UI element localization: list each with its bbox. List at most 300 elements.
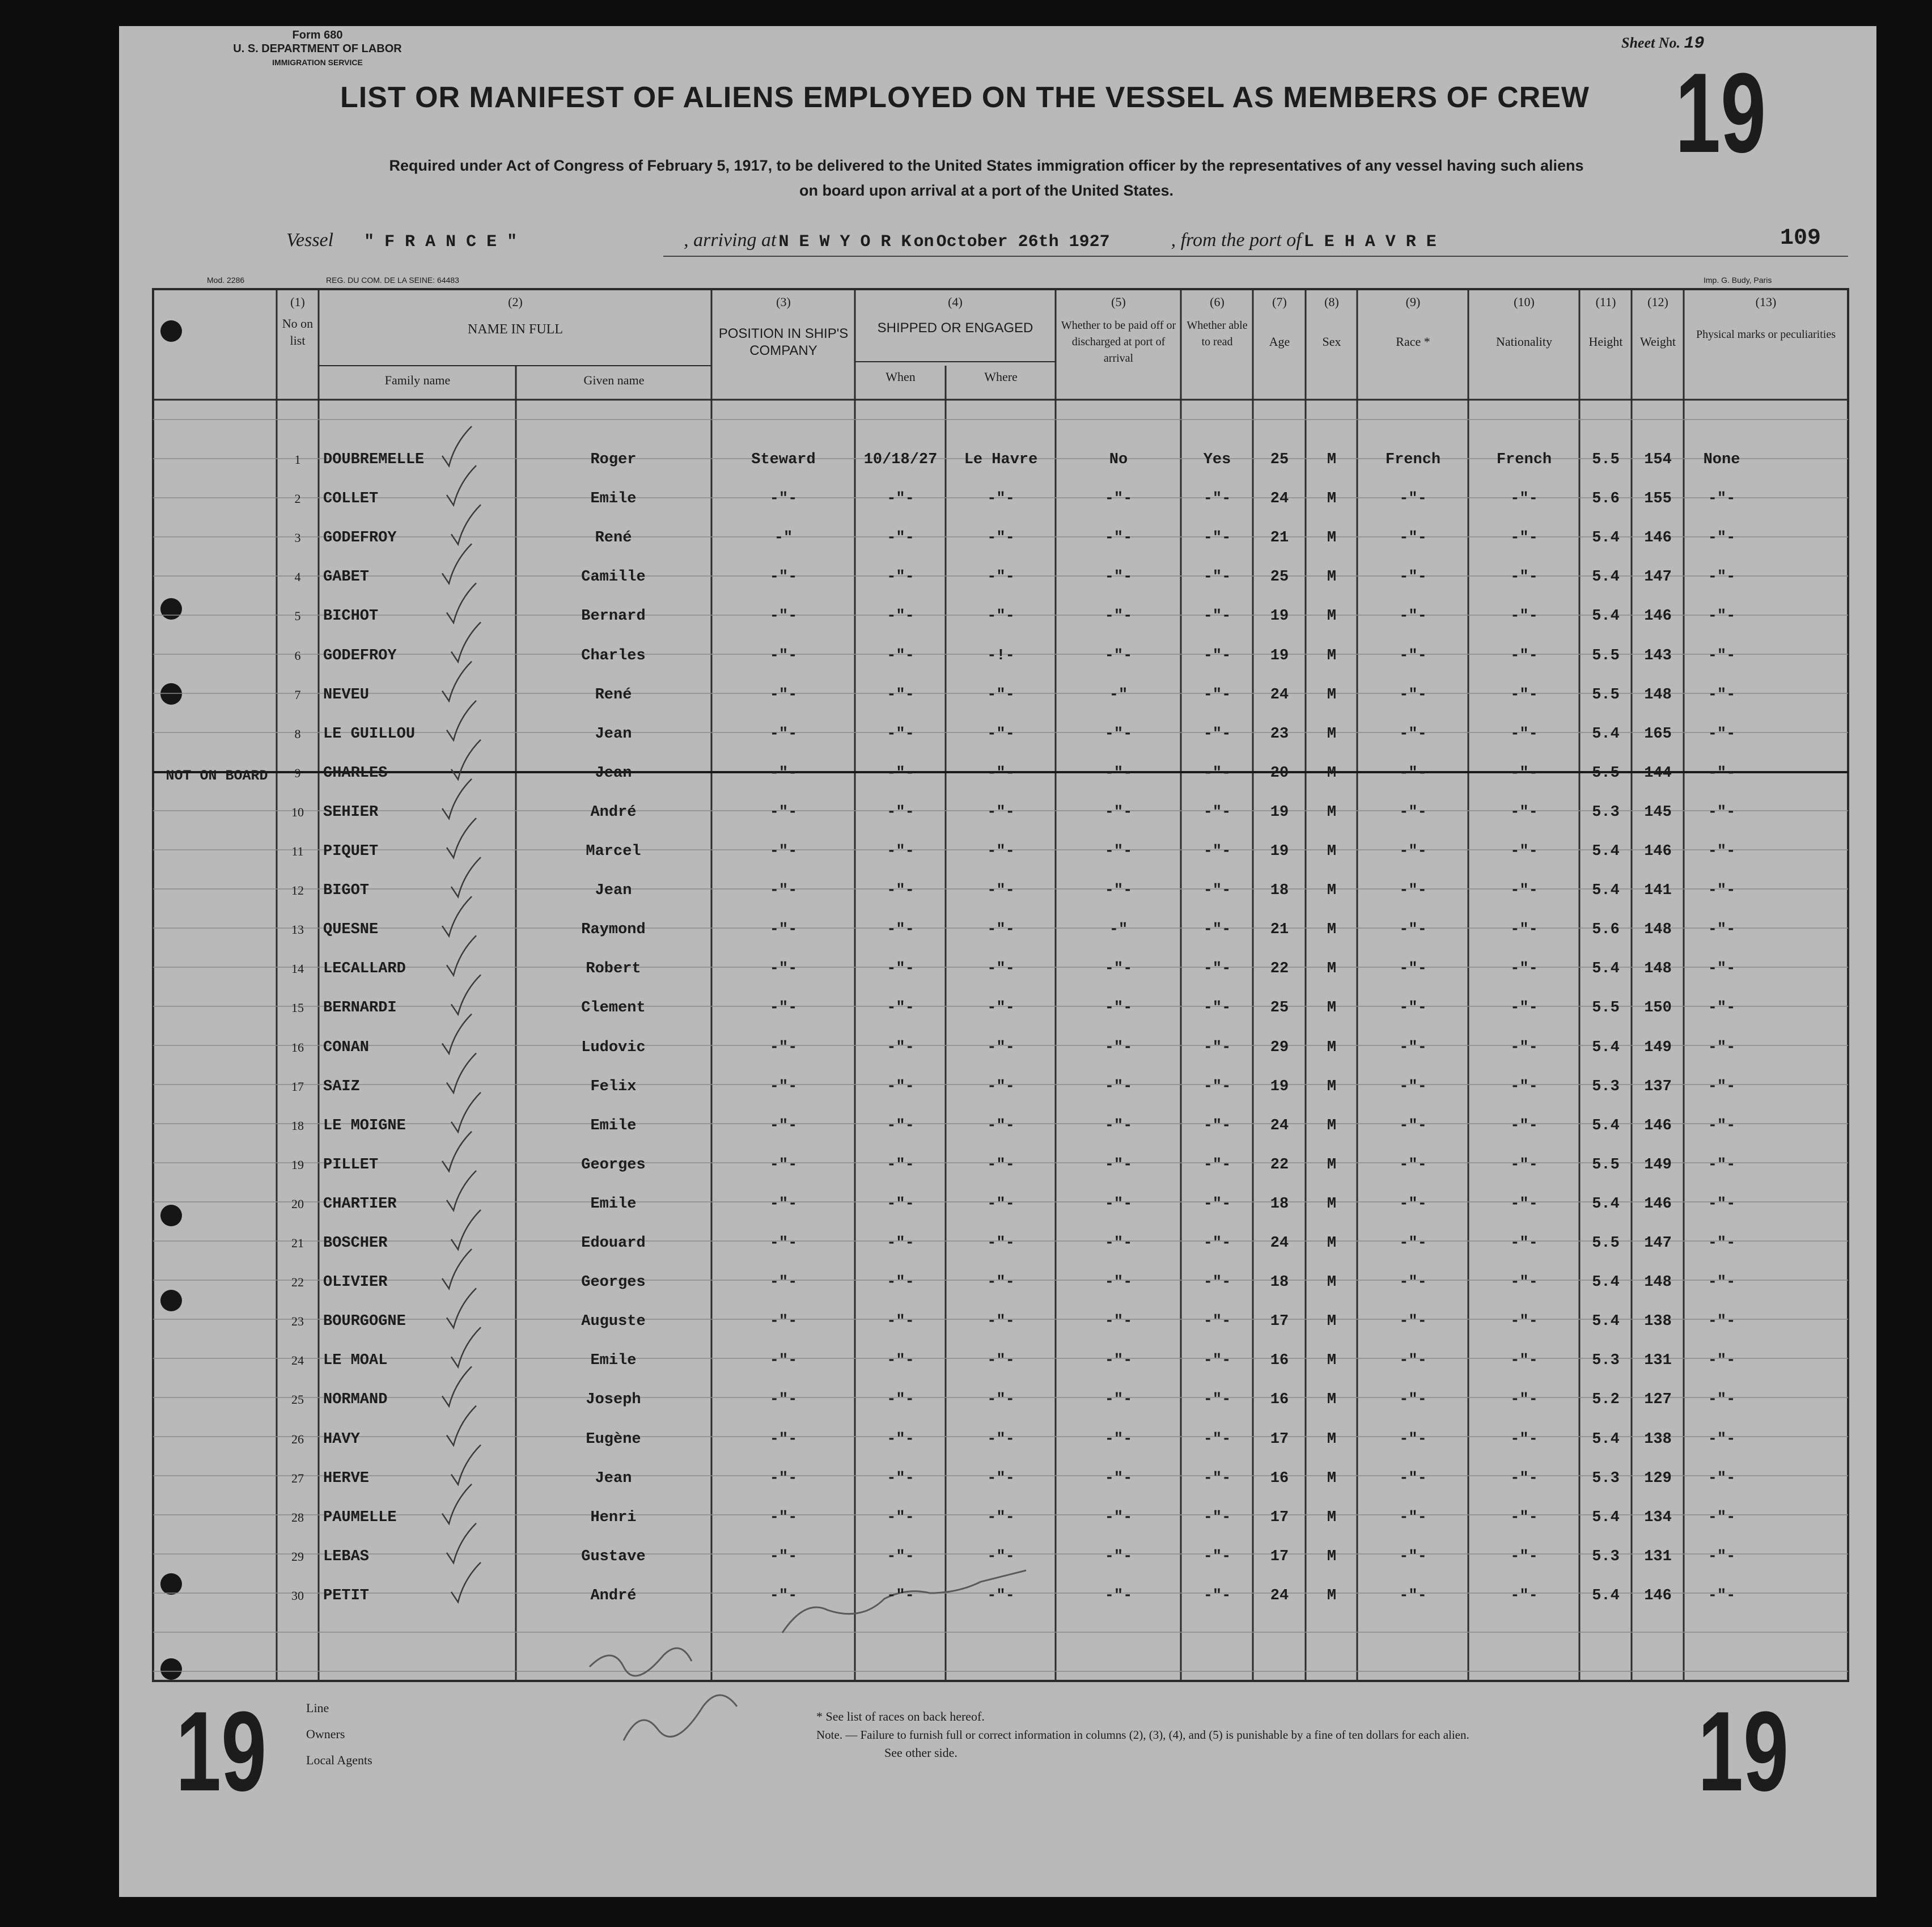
cell-when: -"- bbox=[887, 1235, 914, 1252]
cell-when: -"- bbox=[887, 921, 914, 939]
cell-read: -"- bbox=[1203, 1587, 1231, 1604]
cell-paid: -"- bbox=[1104, 1000, 1133, 1017]
cell-paid: -"- bbox=[1104, 1509, 1133, 1526]
cell-family: LEBAS bbox=[323, 1548, 370, 1565]
cell-read: -"- bbox=[1203, 1509, 1231, 1526]
cell-height: 5.5 bbox=[1592, 764, 1620, 782]
cell-paid: -"- bbox=[1104, 843, 1133, 860]
cell-when: -"- bbox=[887, 882, 914, 900]
col-8-header bbox=[1307, 295, 1357, 349]
cell-race: -"- bbox=[1399, 490, 1427, 508]
cell-race: French bbox=[1385, 451, 1441, 468]
col-11-header bbox=[1581, 295, 1631, 349]
cell-age: 24 bbox=[1270, 686, 1289, 704]
cell-family: BOURGOGNE bbox=[323, 1313, 406, 1331]
cell-marks: -"- bbox=[1708, 647, 1736, 664]
form-number: Form 680 bbox=[292, 29, 343, 41]
col-7-header bbox=[1254, 295, 1305, 349]
cell-race: -"- bbox=[1399, 1391, 1427, 1409]
cell-nat: -"- bbox=[1510, 1313, 1538, 1331]
cell-where: -"- bbox=[987, 1391, 1015, 1409]
cell-race: -"- bbox=[1399, 764, 1427, 782]
cell-family: GODEFROY bbox=[323, 530, 397, 547]
on-label: on bbox=[913, 232, 934, 252]
model-number: Mod. 2286 bbox=[207, 276, 245, 285]
vessel-label: Vessel bbox=[286, 230, 334, 251]
cell-nat: -"- bbox=[1510, 1117, 1538, 1134]
cell-position: -"- bbox=[769, 1156, 798, 1174]
cell-sex: M bbox=[1327, 803, 1337, 821]
cell-read: -"- bbox=[1203, 960, 1231, 978]
cell-nat: -"- bbox=[1510, 490, 1538, 508]
cell-read: -"- bbox=[1203, 725, 1231, 743]
cell-sex: M bbox=[1327, 1391, 1337, 1409]
cell-read: -"- bbox=[1203, 1000, 1231, 1017]
cell-weight: 147 bbox=[1644, 1235, 1672, 1252]
cell-position: -"- bbox=[769, 1235, 798, 1252]
cell-weight: 145 bbox=[1644, 803, 1672, 821]
cell-family: LE GUILLOU bbox=[323, 725, 416, 743]
cell-paid: -"- bbox=[1104, 1352, 1133, 1370]
cell-read: -"- bbox=[1203, 1274, 1231, 1291]
see-other-side-note: See other side. bbox=[884, 1746, 957, 1760]
col-10-header bbox=[1469, 295, 1579, 349]
cell-paid: -"- bbox=[1104, 1235, 1133, 1252]
cell-marks: -"- bbox=[1708, 1039, 1736, 1056]
cell-age: 24 bbox=[1270, 1587, 1289, 1604]
cell-marks: -"- bbox=[1708, 921, 1736, 939]
cell-marks: -"- bbox=[1708, 1391, 1736, 1409]
cell-race: -"- bbox=[1399, 1039, 1427, 1056]
cell-race: -"- bbox=[1399, 686, 1427, 704]
cell-paid: -"- bbox=[1104, 530, 1133, 547]
cell-height: 5.4 bbox=[1592, 530, 1620, 547]
cell-read: -"- bbox=[1203, 1391, 1231, 1409]
footer-number-right: 19 bbox=[1698, 1688, 1789, 1815]
cell-height: 5.5 bbox=[1592, 1156, 1620, 1174]
cell-given: Robert bbox=[586, 960, 641, 978]
cell-where: -"- bbox=[987, 1156, 1015, 1174]
cell-marks: -"- bbox=[1708, 1000, 1736, 1017]
cell-height: 5.6 bbox=[1592, 490, 1620, 508]
cell-given: Charles bbox=[581, 647, 646, 664]
cell-sex: M bbox=[1327, 1469, 1337, 1487]
cell-height: 5.3 bbox=[1592, 1469, 1620, 1487]
cell-weight: 150 bbox=[1644, 1000, 1672, 1017]
cell-marks: -"- bbox=[1708, 725, 1736, 743]
cell-sex: M bbox=[1327, 1156, 1337, 1174]
col-10-number: (10) bbox=[1514, 295, 1535, 309]
cell-race: -"- bbox=[1399, 647, 1427, 664]
cell-nat: -"- bbox=[1510, 725, 1538, 743]
cell-paid: No bbox=[1109, 451, 1128, 468]
row-number: 13 bbox=[291, 922, 304, 937]
col-12-header bbox=[1633, 295, 1683, 349]
cell-paid: -"- bbox=[1104, 1469, 1133, 1487]
cell-marks: -"- bbox=[1708, 569, 1736, 586]
cell-paid: -"- bbox=[1104, 1156, 1133, 1174]
row-number: 1 bbox=[294, 452, 301, 467]
col-2b-header: Given name bbox=[583, 373, 645, 387]
cell-family: CHARLES bbox=[323, 764, 388, 782]
col-1-number: (1) bbox=[290, 295, 305, 309]
cell-sex: M bbox=[1327, 530, 1337, 547]
cell-weight: 147 bbox=[1644, 569, 1672, 586]
cell-age: 18 bbox=[1270, 1195, 1289, 1213]
cell-race: -"- bbox=[1399, 1430, 1427, 1448]
cell-paid: -" bbox=[1109, 686, 1128, 704]
cell-family: CHARTIER bbox=[323, 1195, 397, 1213]
cell-race: -"- bbox=[1399, 960, 1427, 978]
cell-nat: -"- bbox=[1510, 1430, 1538, 1448]
cell-read: -"- bbox=[1203, 1117, 1231, 1134]
col-6-header bbox=[1182, 295, 1252, 350]
cell-where: -"- bbox=[987, 843, 1015, 860]
cell-given: Henri bbox=[590, 1509, 637, 1526]
cell-age: 16 bbox=[1270, 1469, 1289, 1487]
cell-paid: -"- bbox=[1104, 1039, 1133, 1056]
cell-position: Steward bbox=[751, 451, 816, 468]
row-number: 10 bbox=[291, 804, 304, 819]
cell-where: Le Havre bbox=[964, 451, 1038, 468]
row-number: 4 bbox=[294, 570, 301, 585]
cell-nat: -"- bbox=[1510, 686, 1538, 704]
cell-sex: M bbox=[1327, 921, 1337, 939]
from-label: , from the port of bbox=[1171, 230, 1302, 251]
cell-age: 19 bbox=[1270, 803, 1289, 821]
cell-age: 19 bbox=[1270, 647, 1289, 664]
row-number: 16 bbox=[291, 1040, 304, 1054]
cell-given: Emile bbox=[590, 1117, 637, 1134]
cell-age: 17 bbox=[1270, 1430, 1289, 1448]
col-12-title: Weight bbox=[1640, 334, 1676, 349]
cell-read: -"- bbox=[1203, 1430, 1231, 1448]
cell-paid: -"- bbox=[1104, 1274, 1133, 1291]
cell-height: 5.4 bbox=[1592, 1587, 1620, 1604]
cell-age: 29 bbox=[1270, 1039, 1289, 1056]
cell-weight: 134 bbox=[1644, 1509, 1672, 1526]
cell-where: -"- bbox=[987, 1000, 1015, 1017]
cell-paid: -"- bbox=[1104, 1117, 1133, 1134]
cell-when: -"- bbox=[887, 1352, 914, 1370]
cell-where: -"- bbox=[987, 569, 1015, 586]
cell-age: 16 bbox=[1270, 1352, 1289, 1370]
cell-nat: -"- bbox=[1510, 1391, 1538, 1409]
cell-position: -"- bbox=[769, 1430, 798, 1448]
line-label: Line bbox=[306, 1701, 329, 1715]
cell-given: Emile bbox=[590, 1195, 637, 1213]
col-2-title: NAME IN FULL bbox=[468, 322, 563, 337]
cell-family: SEHIER bbox=[323, 803, 379, 821]
cell-marks: -"- bbox=[1708, 764, 1736, 782]
cell-age: 21 bbox=[1270, 530, 1289, 547]
cell-where: -"- bbox=[987, 1548, 1015, 1565]
col-4-title: SHIPPED OR ENGAGED bbox=[877, 320, 1033, 336]
cell-sex: M bbox=[1327, 569, 1337, 586]
not-on-board-note: NOT ON BOARD bbox=[166, 768, 268, 784]
cell-height: 5.4 bbox=[1592, 1274, 1620, 1291]
cell-nat: -"- bbox=[1510, 1587, 1538, 1604]
cell-nat: -"- bbox=[1510, 1235, 1538, 1252]
cell-read: -"- bbox=[1203, 882, 1231, 900]
cell-sex: M bbox=[1327, 1509, 1337, 1526]
cell-race: -"- bbox=[1399, 843, 1427, 860]
cell-age: 18 bbox=[1270, 1274, 1289, 1291]
cell-sex: M bbox=[1327, 1195, 1337, 1213]
cell-when: -"- bbox=[887, 960, 914, 978]
col-2-number: (2) bbox=[508, 295, 523, 309]
cell-position: -"- bbox=[769, 1274, 798, 1291]
cell-paid: -"- bbox=[1104, 960, 1133, 978]
cell-weight: 141 bbox=[1644, 882, 1672, 900]
col-3-header bbox=[713, 295, 854, 359]
cell-paid: -"- bbox=[1104, 569, 1133, 586]
cell-marks: -"- bbox=[1708, 1587, 1736, 1604]
cell-marks: -"- bbox=[1708, 1078, 1736, 1095]
cell-height: 5.3 bbox=[1592, 1548, 1620, 1565]
row-number: 30 bbox=[291, 1588, 304, 1603]
col-3-title: POSITION IN SHIP'S COMPANY bbox=[718, 326, 849, 358]
cell-age: 22 bbox=[1270, 960, 1289, 978]
cell-given: Georges bbox=[581, 1274, 646, 1291]
cell-height: 5.5 bbox=[1592, 686, 1620, 704]
cell-sex: M bbox=[1327, 1587, 1337, 1604]
cell-when: -"- bbox=[887, 764, 914, 782]
cell-height: 5.4 bbox=[1592, 1313, 1620, 1331]
cell-nat: -"- bbox=[1510, 1195, 1538, 1213]
cell-height: 5.4 bbox=[1592, 569, 1620, 586]
cell-paid: -"- bbox=[1104, 1587, 1133, 1604]
cell-age: 17 bbox=[1270, 1313, 1289, 1331]
cell-height: 5.6 bbox=[1592, 921, 1620, 939]
cell-when: -"- bbox=[887, 569, 914, 586]
cell-where: -"- bbox=[987, 686, 1015, 704]
cell-weight: 143 bbox=[1644, 647, 1672, 664]
sheet-number-large: 19 bbox=[1675, 50, 1766, 176]
cell-where: -"- bbox=[987, 1078, 1015, 1095]
cell-height: 5.4 bbox=[1592, 960, 1620, 978]
cell-weight: 146 bbox=[1644, 530, 1672, 547]
cell-sex: M bbox=[1327, 882, 1337, 900]
cell-position: -"- bbox=[769, 569, 798, 586]
cell-age: 24 bbox=[1270, 1235, 1289, 1252]
sheet-label: Sheet No. bbox=[1621, 35, 1680, 51]
cell-paid: -" bbox=[1109, 921, 1128, 939]
row-number: 24 bbox=[291, 1353, 304, 1368]
cell-marks: -"- bbox=[1708, 1469, 1736, 1487]
cell-race: -"- bbox=[1399, 803, 1427, 821]
cell-sex: M bbox=[1327, 1078, 1337, 1095]
row-number: 23 bbox=[291, 1314, 304, 1329]
cell-marks: -"- bbox=[1708, 803, 1736, 821]
cell-position: -"- bbox=[769, 764, 798, 782]
cell-age: 24 bbox=[1270, 1117, 1289, 1134]
cell-given: René bbox=[595, 686, 632, 704]
cell-weight: 129 bbox=[1644, 1469, 1672, 1487]
cell-sex: M bbox=[1327, 1430, 1337, 1448]
cell-where: -"- bbox=[987, 764, 1015, 782]
cell-given: Jean bbox=[595, 1469, 632, 1487]
page-number: 109 bbox=[1780, 226, 1821, 251]
cell-age: 22 bbox=[1270, 1156, 1289, 1174]
cell-nat: French bbox=[1496, 451, 1552, 468]
cell-read: -"- bbox=[1203, 1195, 1231, 1213]
row-number: 8 bbox=[294, 726, 301, 741]
cell-where: -"- bbox=[987, 1195, 1015, 1213]
cell-position: -"- bbox=[769, 843, 798, 860]
cell-weight: 146 bbox=[1644, 608, 1672, 625]
cell-position: -"- bbox=[769, 608, 798, 625]
cell-marks: -"- bbox=[1708, 843, 1736, 860]
col-6-number: (6) bbox=[1210, 295, 1225, 309]
cell-marks: -"- bbox=[1708, 1156, 1736, 1174]
cell-sex: M bbox=[1327, 1235, 1337, 1252]
cell-age: 19 bbox=[1270, 843, 1289, 860]
cell-given: Marcel bbox=[586, 843, 641, 860]
cell-height: 5.5 bbox=[1592, 1235, 1620, 1252]
cell-where: -"- bbox=[987, 921, 1015, 939]
cell-when: -"- bbox=[887, 1274, 914, 1291]
col-4-number: (4) bbox=[948, 295, 963, 309]
cell-sex: M bbox=[1327, 764, 1337, 782]
cell-given: Emile bbox=[590, 490, 637, 508]
cell-given: Jean bbox=[595, 764, 632, 782]
cell-family: CONAN bbox=[323, 1039, 370, 1056]
cell-race: -"- bbox=[1399, 1117, 1427, 1134]
col-3-number: (3) bbox=[776, 295, 791, 309]
cell-race: -"- bbox=[1399, 1235, 1427, 1252]
cell-family: COLLET bbox=[323, 490, 379, 508]
cell-family: PETIT bbox=[323, 1587, 370, 1604]
cell-position: -"- bbox=[769, 647, 798, 664]
cell-family: PAUMELLE bbox=[323, 1509, 397, 1526]
cell-height: 5.4 bbox=[1592, 1509, 1620, 1526]
cell-read: -"- bbox=[1203, 1156, 1231, 1174]
row-number: 28 bbox=[291, 1510, 304, 1524]
col-10-title: Nationality bbox=[1496, 334, 1552, 349]
service-name: IMMIGRATION SERVICE bbox=[272, 58, 363, 67]
cell-race: -"- bbox=[1399, 1313, 1427, 1331]
cell-age: 25 bbox=[1270, 569, 1289, 586]
cell-where: -"- bbox=[987, 530, 1015, 547]
cell-given: Roger bbox=[590, 451, 637, 468]
cell-when: -"- bbox=[887, 1469, 914, 1487]
cell-weight: 149 bbox=[1644, 1039, 1672, 1056]
cell-weight: 137 bbox=[1644, 1078, 1672, 1095]
cell-height: 5.4 bbox=[1592, 725, 1620, 743]
cell-race: -"- bbox=[1399, 1352, 1427, 1370]
cell-nat: -"- bbox=[1510, 1156, 1538, 1174]
cell-given: André bbox=[590, 803, 637, 821]
cell-weight: 148 bbox=[1644, 960, 1672, 978]
cell-sex: M bbox=[1327, 1313, 1337, 1331]
cell-when: 10/18/27 bbox=[863, 451, 938, 468]
col-2a-header: Family name bbox=[384, 373, 451, 387]
cell-marks: -"- bbox=[1708, 1430, 1736, 1448]
cell-weight: 138 bbox=[1644, 1430, 1672, 1448]
cell-when: -"- bbox=[887, 608, 914, 625]
cell-where: -"- bbox=[987, 1313, 1015, 1331]
cell-paid: -"- bbox=[1104, 1313, 1133, 1331]
cell-marks: -"- bbox=[1708, 1509, 1736, 1526]
cell-family: GABET bbox=[323, 569, 370, 586]
cell-height: 5.4 bbox=[1592, 608, 1620, 625]
cell-weight: 127 bbox=[1644, 1391, 1672, 1409]
cell-where: -"- bbox=[987, 1117, 1015, 1134]
cell-when: -"- bbox=[887, 1156, 914, 1174]
cell-race: -"- bbox=[1399, 1000, 1427, 1017]
cell-family: QUESNE bbox=[323, 921, 379, 939]
col-9-header bbox=[1358, 295, 1468, 349]
cell-race: -"- bbox=[1399, 1548, 1427, 1565]
cell-nat: -"- bbox=[1510, 882, 1538, 900]
cell-weight: 165 bbox=[1644, 725, 1672, 743]
col-1-title: No on list bbox=[282, 316, 313, 348]
cell-sex: M bbox=[1327, 725, 1337, 743]
cell-race: -"- bbox=[1399, 608, 1427, 625]
cell-family: NORMAND bbox=[323, 1391, 388, 1409]
cell-paid: -"- bbox=[1104, 1430, 1133, 1448]
cell-nat: -"- bbox=[1510, 1274, 1538, 1291]
cell-height: 5.3 bbox=[1592, 803, 1620, 821]
cell-weight: 155 bbox=[1644, 490, 1672, 508]
cell-nat: -"- bbox=[1510, 1469, 1538, 1487]
cell-marks: -"- bbox=[1708, 490, 1736, 508]
page-title: LIST OR MANIFEST OF ALIENS EMPLOYED ON THE VESSEL AS MEMBERS OF CREW bbox=[340, 81, 1590, 114]
cell-where: -"- bbox=[987, 1509, 1015, 1526]
cell-race: -"- bbox=[1399, 1469, 1427, 1487]
cell-paid: -"- bbox=[1104, 882, 1133, 900]
row-number: 7 bbox=[294, 687, 301, 702]
cell-position: -"- bbox=[769, 1000, 798, 1017]
cell-when: -"- bbox=[887, 1000, 914, 1017]
cell-where: -"- bbox=[987, 608, 1015, 625]
cell-age: 20 bbox=[1270, 764, 1289, 782]
cell-when: -"- bbox=[887, 843, 914, 860]
cell-where: -"- bbox=[987, 725, 1015, 743]
cell-read: -"- bbox=[1203, 647, 1231, 664]
cell-sex: M bbox=[1327, 1548, 1337, 1565]
cell-weight: 146 bbox=[1644, 1195, 1672, 1213]
cell-position: -"- bbox=[769, 1313, 798, 1331]
cell-sex: M bbox=[1327, 1274, 1337, 1291]
cell-position: -"- bbox=[769, 1469, 798, 1487]
cell-sex: M bbox=[1327, 647, 1337, 664]
cell-marks: -"- bbox=[1708, 1117, 1736, 1134]
cell-sex: M bbox=[1327, 1352, 1337, 1370]
cell-read: -"- bbox=[1203, 1352, 1231, 1370]
cell-sex: M bbox=[1327, 608, 1337, 625]
cell-sex: M bbox=[1327, 1039, 1337, 1056]
cell-marks: -"- bbox=[1708, 1352, 1736, 1370]
cell-when: -"- bbox=[887, 1195, 914, 1213]
arrival-date: October 26th 1927 bbox=[936, 232, 1110, 252]
cell-age: 24 bbox=[1270, 490, 1289, 508]
cell-height: 5.4 bbox=[1592, 1117, 1620, 1134]
cell-age: 19 bbox=[1270, 1078, 1289, 1095]
cell-when: -"- bbox=[887, 686, 914, 704]
col-9-number: (9) bbox=[1405, 295, 1421, 309]
cell-when: -"- bbox=[887, 1391, 914, 1409]
cell-height: 5.4 bbox=[1592, 882, 1620, 900]
registry-number: REG. DU COM. DE LA SEINE: 64483 bbox=[326, 276, 459, 285]
row-number: 18 bbox=[291, 1118, 304, 1133]
cell-given: Jean bbox=[595, 882, 632, 900]
footer-fields bbox=[306, 1695, 372, 1773]
cell-read: -"- bbox=[1203, 1078, 1231, 1095]
col-13-number: (13) bbox=[1755, 295, 1777, 309]
cell-sex: M bbox=[1327, 960, 1337, 978]
